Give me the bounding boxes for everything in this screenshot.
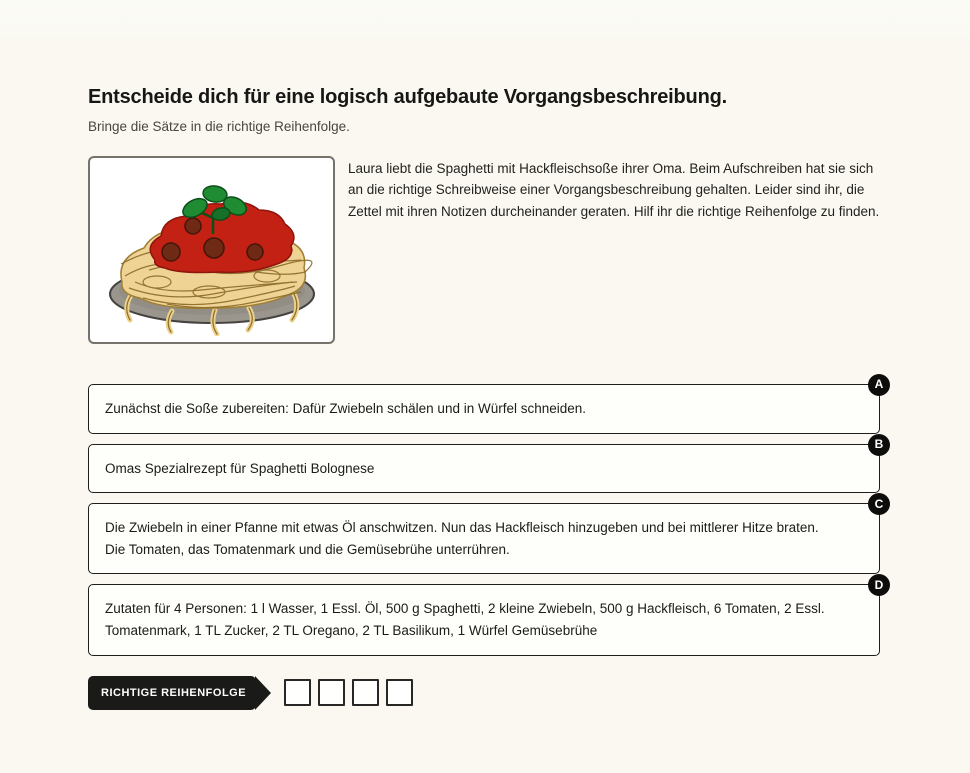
answer-slots	[284, 679, 413, 706]
card-text: Omas Spezialrezept für Spaghetti Bolognese	[105, 460, 375, 476]
card-badge-b: B	[868, 434, 890, 456]
page-title: Entscheide dich für eine logisch aufgebaute Vorgangsbeschreibung.	[88, 86, 727, 108]
card-badge-d: D	[868, 574, 890, 596]
intro-section	[88, 156, 880, 344]
correct-order-tag	[88, 676, 256, 710]
sentence-card-d[interactable]	[88, 577, 884, 655]
spaghetti-image-frame	[88, 156, 335, 344]
answer-slot-1[interactable]	[284, 679, 311, 706]
sentence-card-a[interactable]	[88, 377, 884, 434]
answer-slot-3[interactable]	[352, 679, 379, 706]
intro-text: Laura liebt die Spaghetti mit Hackfleischsoße ihrer Oma. Beim Aufschreiben hat sie sich an die richtige Schreibweise einer Vorgangsbeschreibung gehalten. Leider sind ihr, die Zettel mit ihren Notizen durcheinander geraten. Hilf ihr die richtige Reihenfolge zu finden.	[348, 161, 880, 219]
sentence-card-c[interactable]	[88, 496, 884, 574]
answer-slot-2[interactable]	[318, 679, 345, 706]
sentence-cards	[88, 377, 884, 656]
card-text: Zunächst die Soße zubereiten: Dafür Zwiebeln schälen und in Würfel schneiden.	[105, 401, 587, 416]
sentence-card-b[interactable]	[88, 437, 884, 494]
correct-order-label: RICHTIGE REIHENFOLGE	[101, 686, 247, 699]
card-badge-a: A	[868, 374, 890, 396]
page-subtitle: Bringe die Sätze in die richtige Reihenfolge.	[88, 119, 350, 134]
answer-slot-4[interactable]	[386, 679, 413, 706]
spaghetti-illustration	[97, 164, 327, 336]
answer-section	[88, 676, 880, 710]
card-text: Zutaten für 4 Personen: 1 l Wasser, 1 Essl. Öl, 500 g Spaghetti, 2 kleine Zwiebeln, 500 g Hackfleisch, 6 Tomaten, 2 Essl. Tomatenmark, 1 TL Zucker, 2 TL Oregano, 2 TL Basilikum, 1 Würfel Gemüsebrühe	[105, 601, 825, 638]
card-badge-c: C	[868, 493, 890, 515]
card-text: Die Zwiebeln in einer Pfanne mit etwas Öl anschwitzen. Nun das Hackfleisch hinzugeben und bei mittlerer Hitze braten. Die Tomaten, das Tomatenmark und die Gemüsebrühe unterrühren.	[105, 520, 819, 557]
